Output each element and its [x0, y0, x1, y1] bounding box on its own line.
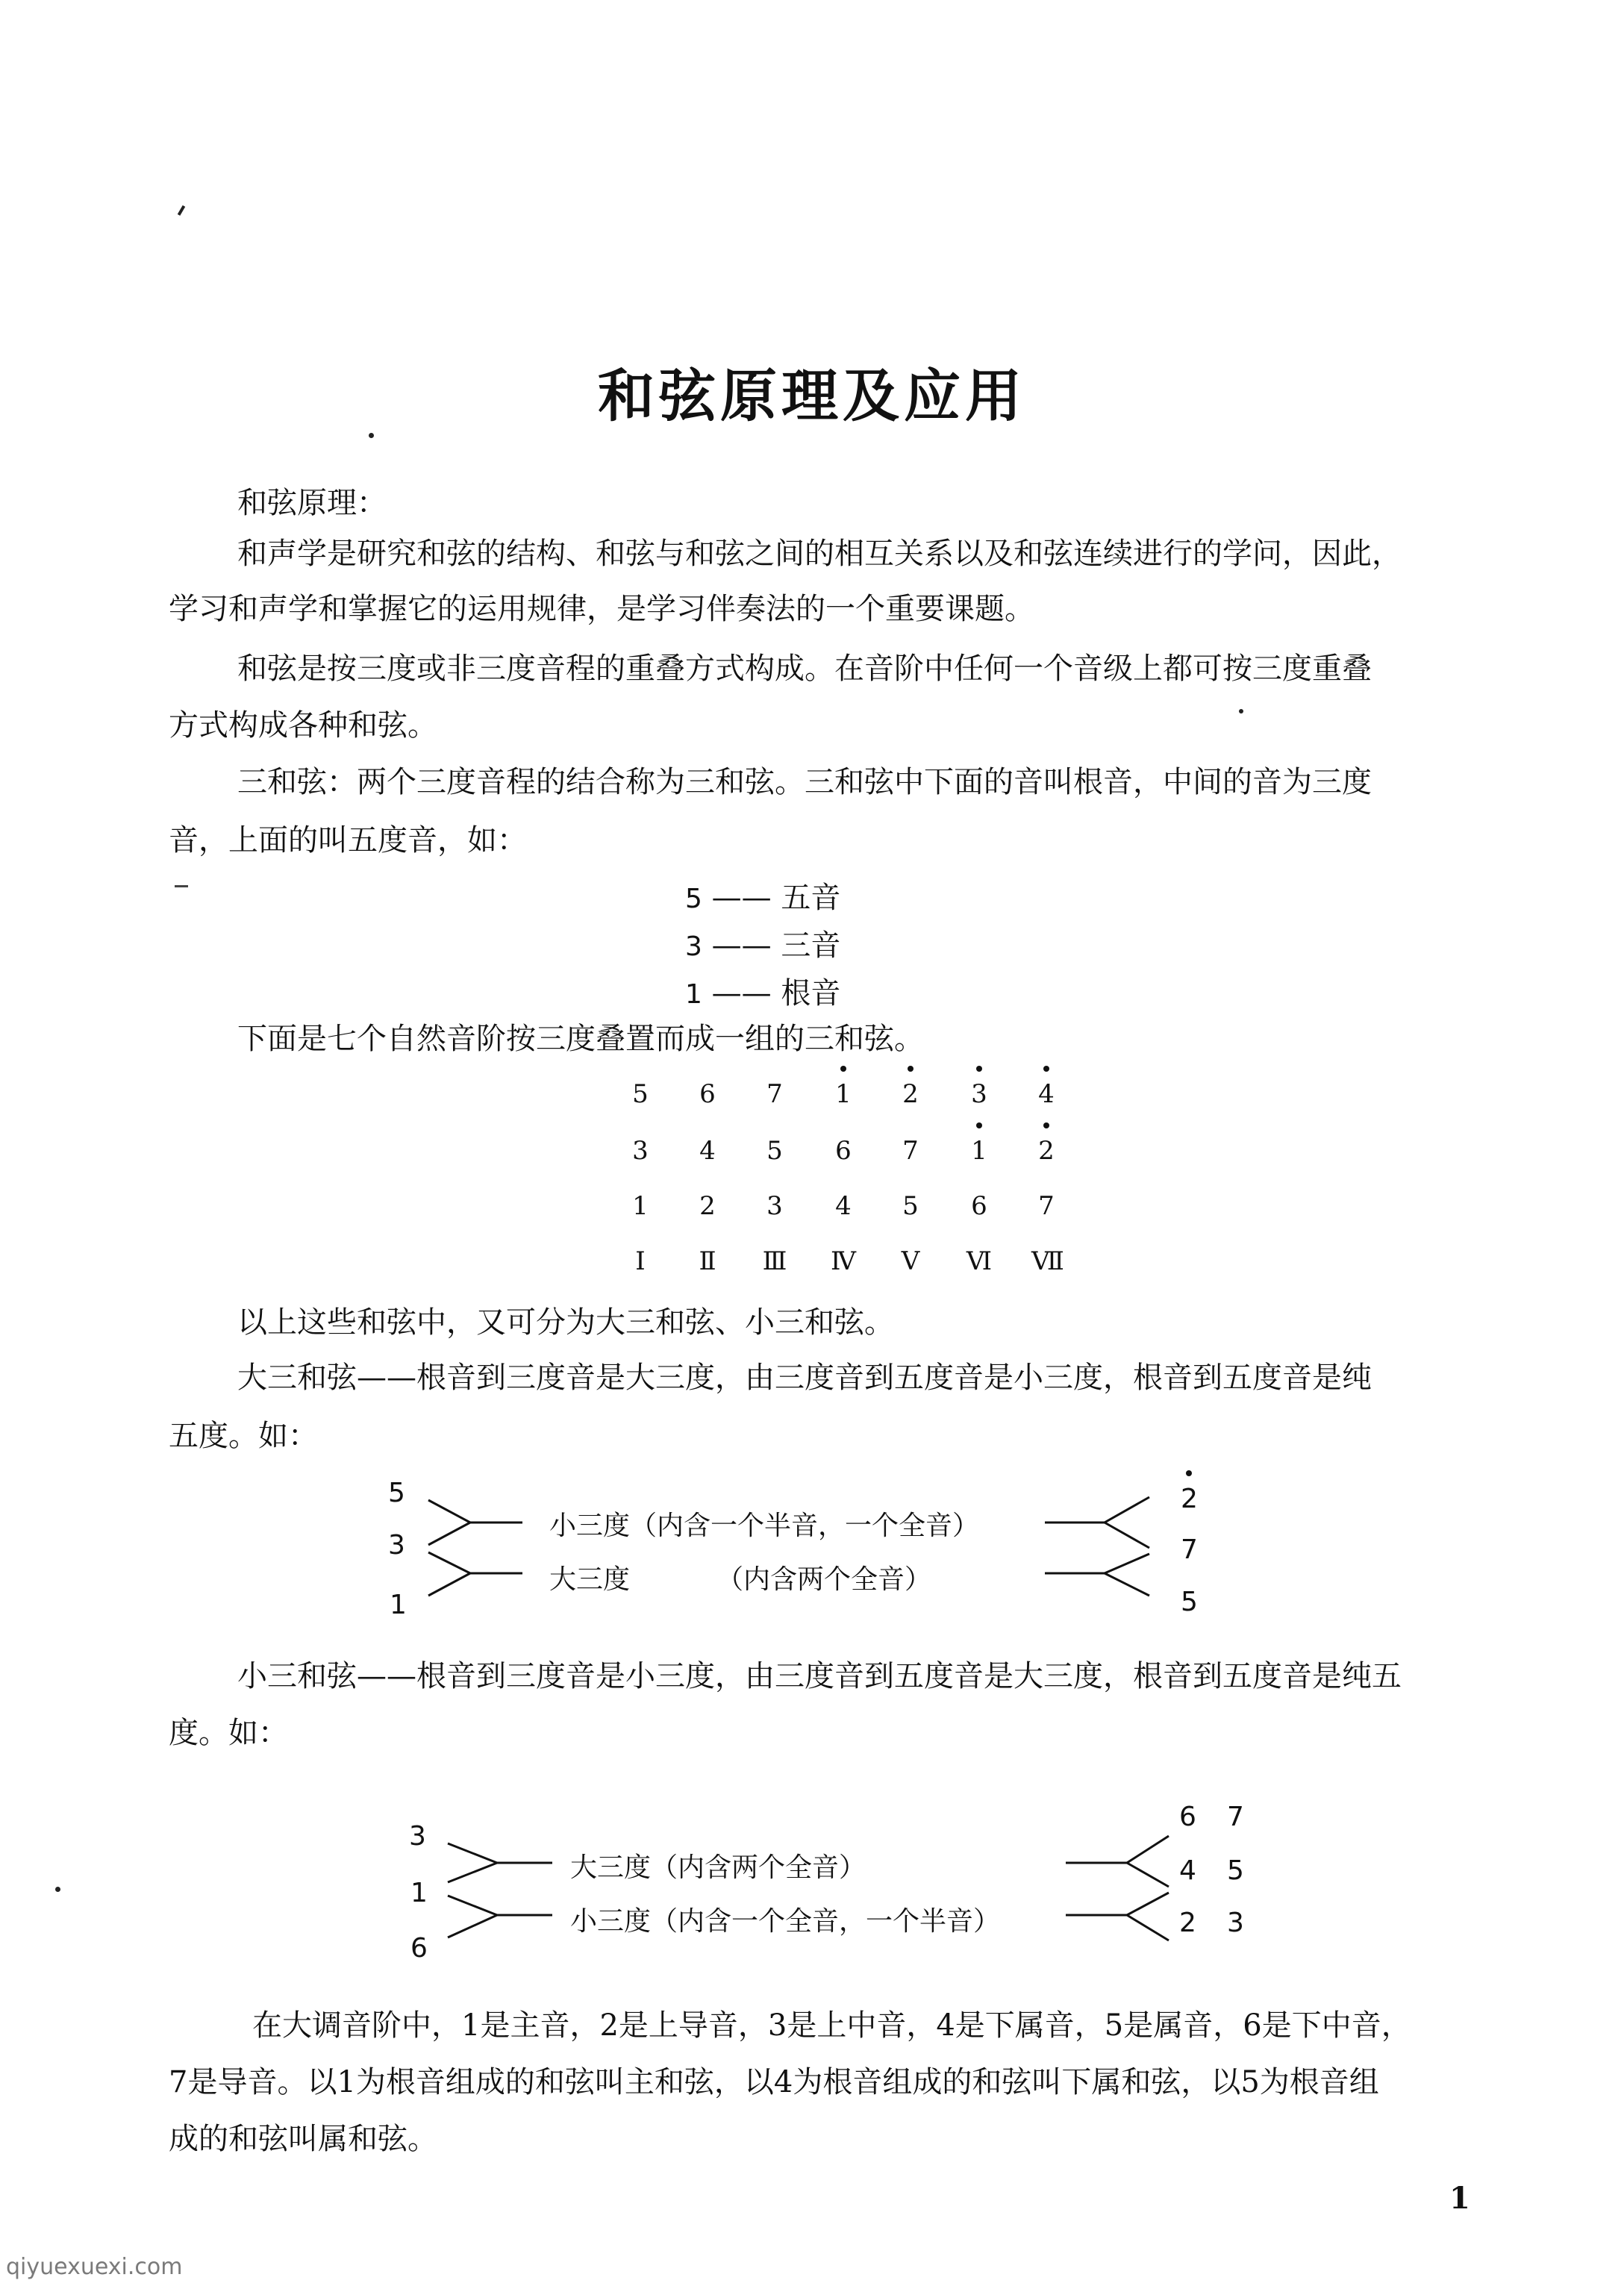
triad-table [625, 1079, 1103, 1276]
paragraph-line: 下面是七个自然音阶按三度叠置而成一组的三和弦。 [237, 1022, 924, 1056]
paragraph-line: 三和弦：两个三度音程的结合称为三和弦。三和弦中下面的音叫根音，中间的音为三度 [237, 765, 1372, 799]
dash: —— [702, 881, 781, 915]
page-title: 和弦原理及应用 [598, 363, 1026, 429]
scan-mark [175, 885, 188, 887]
dash: —— [702, 976, 781, 1011]
scan-mark [178, 205, 185, 216]
high-octave-dot [976, 1122, 982, 1128]
page-number: 1 [1449, 2181, 1470, 2216]
table-row: Ⅰ Ⅱ Ⅲ Ⅳ Ⅴ Ⅵ Ⅶ [635, 1246, 1064, 1276]
table-row: 1 2 3 4 5 6 7 [632, 1191, 1055, 1221]
paragraph-line: 方式构成各种和弦。 [169, 708, 437, 743]
high-octave-dot [908, 1066, 914, 1072]
watermark: qiyuexuexi.com [6, 2254, 183, 2280]
paragraph-line: 五度。如： [169, 1419, 318, 1453]
scan-speck [1239, 709, 1243, 713]
triad-example [685, 875, 840, 1018]
section-heading: 和弦原理： [237, 486, 387, 520]
triad-row: 1 —— 根音 [685, 976, 841, 1011]
high-octave-dot [1043, 1122, 1049, 1128]
minor-triad-diagram: 3 1 6 大三度（内含两个全音） 小三度（内含一个全音，一个半音） 6 7 4 5 2 3 [403, 1791, 1284, 1978]
table-row: 3 4 5 6 7 1 2 [625, 1136, 1103, 1166]
high-octave-dot [840, 1066, 846, 1072]
paragraph-line: 和声学是研究和弦的结构、和弦与和弦之间的相互关系以及和弦连续进行的学问，因此， [237, 537, 1402, 571]
scan-speck [369, 433, 374, 438]
table-row: 5 6 7 1 2 3 4 [625, 1079, 1103, 1109]
paragraph-line: 以上这些和弦中，又可分为大三和弦、小三和弦。 [237, 1305, 894, 1340]
paragraph-line: 大三和弦——根音到三度音是大三度，由三度音到五度音是小三度，根音到五度音是纯 [237, 1361, 1372, 1395]
paragraph-line: 成的和弦叫属和弦。 [169, 2122, 437, 2156]
paragraph-line: 学习和声学和掌握它的运用规律，是学习伴奏法的一个重要课题。 [169, 592, 1034, 626]
bracket-lines [403, 1791, 1284, 1978]
paragraph-line: 7是导音。以1为根音组成的和弦叫主和弦，以4为根音组成的和弦叫下属和弦，以5为根音组 [169, 2065, 1379, 2099]
paragraph-line: 在大调音阶中，1是主音，2是上导音，3是上中音，4是下属音，5是属音，6是下中音， [252, 2008, 1411, 2043]
paragraph-line: 音，上面的叫五度音，如： [169, 823, 527, 858]
scan-speck [55, 1887, 60, 1892]
paragraph-line: 度。如： [169, 1716, 288, 1750]
bracket-lines [373, 1470, 1224, 1627]
major-triad-diagram: 5 3 1 小三度（内含一个半音，一个全音） 大三度 （内含两个全音） 2 7 5 [373, 1470, 1224, 1627]
dash: —— [702, 928, 781, 963]
triad-row: 3 —— 三音 [685, 928, 841, 963]
high-octave-dot [976, 1066, 982, 1072]
paragraph-line: 小三和弦——根音到三度音是小三度，由三度音到五度音是大三度，根音到五度音是纯五 [237, 1659, 1402, 1693]
triad-row: 5 —— 五音 [685, 881, 841, 915]
paragraph-line: 和弦是按三度或非三度音程的重叠方式构成。在音阶中任何一个音级上都可按三度重叠 [237, 652, 1372, 686]
high-octave-dot [1043, 1066, 1049, 1072]
